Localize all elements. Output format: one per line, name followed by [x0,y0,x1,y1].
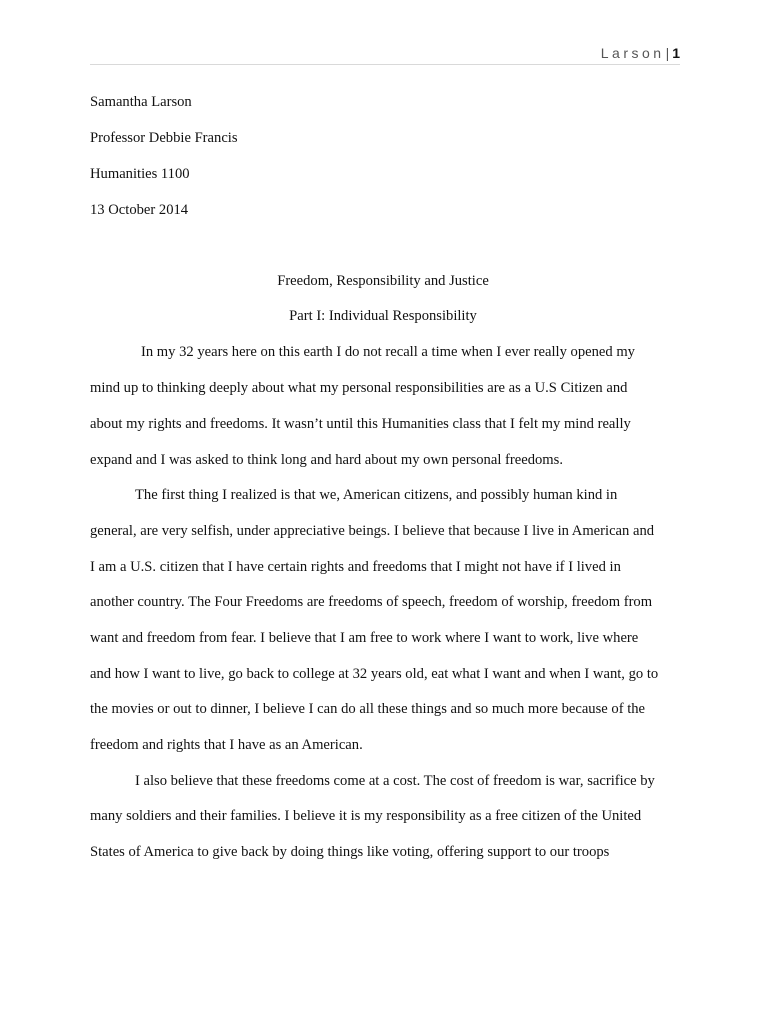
body-line: general, are very selfish, under appreciative beings. I believe that because I live in American and [90,523,655,539]
page-number: 1 [672,45,680,61]
body-line: about my rights and freedoms. It wasn’t until this Humanities class that I felt my mind really [90,416,631,432]
running-head [601,45,680,61]
body-line: freedom and rights that I have as an American. [90,737,363,753]
body-line: I also believe that these freedoms come at a cost. The cost of freedom is war, sacrifice by [135,773,655,789]
body-line: I am a U.S. citizen that I have certain rights and freedoms that I might not have if I lived in [90,559,621,575]
body-line: The first thing I realized is that we, American citizens, and possibly human kind in [135,487,618,503]
professor-name: Professor Debbie Francis [90,130,238,146]
header-separator: | [665,45,670,61]
body-line: mind up to thinking deeply about what my personal responsibilities are as a U.S Citizen and [90,380,628,396]
body-line: another country. The Four Freedoms are freedoms of speech, freedom of worship, freedom from [90,594,653,610]
body-line: and how I want to live, go back to college at 32 years old, eat what I want and when I want, go to [90,666,659,682]
body-line: In my 32 years here on this earth I do not recall a time when I ever really opened my [141,344,635,360]
body-line: expand and I was asked to think long and hard about my own personal freedoms. [90,452,563,468]
paper-date: 13 October 2014 [90,202,189,218]
course-name: Humanities 1100 [90,166,190,182]
body-line: want and freedom from fear. I believe that I am free to work where I want to work, live where [90,630,639,646]
paper-subtitle: Part I: Individual Responsibility [289,308,477,324]
body-line: many soldiers and their families. I believe it is my responsibility as a free citizen of the United [90,808,642,824]
page-header [90,44,680,65]
student-name: Samantha Larson [90,94,192,110]
body-line: States of America to give back by doing things like voting, offering support to our troops [90,844,610,860]
body-line: the movies or out to dinner, I believe I can do all these things and so much more because of the [90,701,646,717]
header-name: Larson [600,45,665,61]
paper-title: Freedom, Responsibility and Justice [277,273,489,289]
